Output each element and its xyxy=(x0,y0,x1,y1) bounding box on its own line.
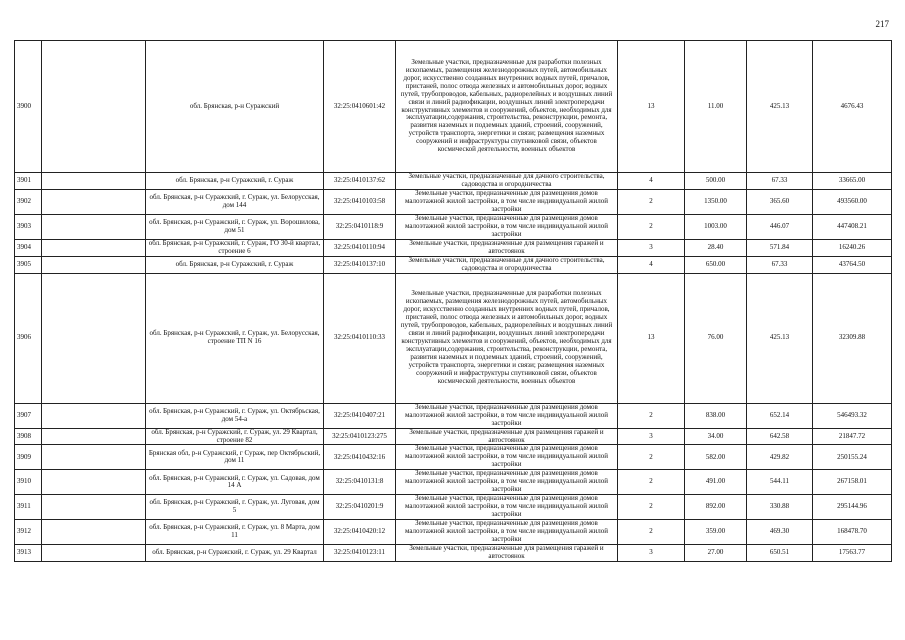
row-land-use: Земельные участки, предназначенные для размещения домов малоэтажной жилой застройки, в том числе индивидуальной жилой застройки xyxy=(396,189,618,214)
row-use-code: 2 xyxy=(618,189,685,214)
row-cadastral-value: 493560.00 xyxy=(813,189,892,214)
row-empty-cell xyxy=(42,214,146,239)
row-address: обл. Брянская, р-н Суражский, г. Сураж xyxy=(146,173,324,190)
row-empty-cell xyxy=(42,495,146,520)
row-area: 1350.00 xyxy=(685,189,747,214)
row-number: 3900 xyxy=(15,41,42,173)
row-land-use: Земельные участки, предназначенные для разработки полезных ископаемых, размещения железнодорожных путей, автомобильных дорог, искусственно созданных внутренних водных путей, причалов, пристаней, полос отвода железных и автомобильных дорог, водных путей, трубопроводов, кабельных, радиорелейных и воздушных линий связи и линий радиофикации, воздушных линий электропередачи конструктивных элементов и сооружений, объектов, необходимых для эксплуатации,содержания, строительства, реконструкции, ремонта, развития наземных и подземных зданий, строений, сооружений, устройств транспорта, энергетики и связи; размещения наземных сооружений и инфраструктуры спутниковой связи, объектов космической деятельности, военных объектов xyxy=(396,41,618,173)
row-empty-cell xyxy=(42,428,146,445)
row-land-use: Земельные участки, предназначенные для размещения домов малоэтажной жилой застройки, в том числе индивидуальной жилой застройки xyxy=(396,445,618,470)
row-empty-cell xyxy=(42,256,146,273)
row-cadastral-number: 32:25:0410118:9 xyxy=(324,214,396,239)
row-cadastral-value: 546493.32 xyxy=(813,403,892,428)
table-row xyxy=(15,256,892,273)
row-cadastral-number: 32:25:0410137:62 xyxy=(324,173,396,190)
row-address: обл. Брянская, р-н Суражский, г. Сураж, ул. Ворошилова, дом 51 xyxy=(146,214,324,239)
row-specific-value: 67.33 xyxy=(747,256,813,273)
row-address: обл. Брянская, р-н Суражский, г. Сураж, ул. Белорусская, дом 144 xyxy=(146,189,324,214)
row-address: Брянская обл, р-н Суражский, г Сураж, пер Октябрьский, дом 11 xyxy=(146,445,324,470)
table-row xyxy=(15,545,892,562)
row-area: 28.40 xyxy=(685,239,747,256)
row-specific-value: 425.13 xyxy=(747,273,813,403)
row-use-code: 4 xyxy=(618,256,685,273)
row-land-use: Земельные участки, предназначенные для дачного строительства, садоводства и огородничества xyxy=(396,256,618,273)
row-use-code: 3 xyxy=(618,545,685,562)
row-use-code: 3 xyxy=(618,428,685,445)
row-empty-cell xyxy=(42,520,146,545)
row-empty-cell xyxy=(42,403,146,428)
table-row xyxy=(15,239,892,256)
row-number: 3912 xyxy=(15,520,42,545)
row-cadastral-value: 43764.50 xyxy=(813,256,892,273)
row-cadastral-number: 32:25:0410103:58 xyxy=(324,189,396,214)
row-address: обл. Брянская, р-н Суражский xyxy=(146,41,324,173)
row-empty-cell xyxy=(42,239,146,256)
row-specific-value: 544.11 xyxy=(747,470,813,495)
row-cadastral-number: 32:25:0410137:10 xyxy=(324,256,396,273)
row-address: обл. Брянская, р-н Суражский, г. Сураж, ул. Садовая, дом 14 А xyxy=(146,470,324,495)
row-specific-value: 429.82 xyxy=(747,445,813,470)
row-specific-value: 642.58 xyxy=(747,428,813,445)
row-empty-cell xyxy=(42,173,146,190)
row-land-use: Земельные участки, предназначенные для размещения гаражей и автостоянок xyxy=(396,545,618,562)
row-address: обл. Брянская, р-н Суражский, г. Сураж, ул. Октябрьская, дом 54-а xyxy=(146,403,324,428)
row-area: 650.00 xyxy=(685,256,747,273)
row-cadastral-number: 32:25:0410601:42 xyxy=(324,41,396,173)
row-use-code: 3 xyxy=(618,239,685,256)
row-land-use: Земельные участки, предназначенные для размещения гаражей и автостоянок xyxy=(396,428,618,445)
row-area: 491.00 xyxy=(685,470,747,495)
row-empty-cell xyxy=(42,470,146,495)
row-cadastral-number: 32:25:0410123:275 xyxy=(324,428,396,445)
row-empty-cell xyxy=(42,189,146,214)
row-cadastral-value: 21847.72 xyxy=(813,428,892,445)
row-number: 3904 xyxy=(15,239,42,256)
row-land-use: Земельные участки, предназначенные для размещения домов малоэтажной жилой застройки, в том числе индивидуальной жилой застройки xyxy=(396,214,618,239)
row-land-use: Земельные участки, предназначенные для разработки полезных ископаемых, размещения железнодорожных путей, автомобильных дорог, искусственно созданных внутренних водных путей, причалов, пристаней, полос отвода железных и автомобильных дорог, водных путей, трубопроводов, кабельных, радиорелейных и воздушных линий связи и линий радиофикации, воздушных линий электропередачи конструктивных элементов и сооружений, объектов, необходимых для эксплуатации,содержания, строительства, реконструкции, ремонта, развития наземных и подземных зданий, строений, сооружений, устройств транспорта, энергетики и связи; размещения наземных сооружений и инфраструктуры спутниковой связи, объектов космической деятельности, военных объектов xyxy=(396,273,618,403)
row-use-code: 2 xyxy=(618,520,685,545)
row-number: 3906 xyxy=(15,273,42,403)
row-land-use: Земельные участки, предназначенные для размещения домов малоэтажной жилой застройки, в том числе индивидуальной жилой застройки xyxy=(396,470,618,495)
row-specific-value: 650.51 xyxy=(747,545,813,562)
row-cadastral-value: 168478.70 xyxy=(813,520,892,545)
row-address: обл. Брянская, р-н Суражский, г. Сураж, ул. 8 Марта, дом 11 xyxy=(146,520,324,545)
table-row xyxy=(15,520,892,545)
row-area: 27.00 xyxy=(685,545,747,562)
row-cadastral-value: 33665.00 xyxy=(813,173,892,190)
row-cadastral-number: 32:25:0410407:21 xyxy=(324,403,396,428)
row-cadastral-number: 32:25:0410110:94 xyxy=(324,239,396,256)
row-number: 3903 xyxy=(15,214,42,239)
row-area: 838.00 xyxy=(685,403,747,428)
row-area: 892.00 xyxy=(685,495,747,520)
row-land-use: Земельные участки, предназначенные для размещения гаражей и автостоянок xyxy=(396,239,618,256)
table-row xyxy=(15,445,892,470)
row-cadastral-value: 17563.77 xyxy=(813,545,892,562)
row-area: 359.00 xyxy=(685,520,747,545)
row-specific-value: 446.07 xyxy=(747,214,813,239)
row-number: 3913 xyxy=(15,545,42,562)
row-specific-value: 365.60 xyxy=(747,189,813,214)
row-cadastral-value: 16240.26 xyxy=(813,239,892,256)
row-use-code: 2 xyxy=(618,495,685,520)
row-area: 582.00 xyxy=(685,445,747,470)
row-specific-value: 67.33 xyxy=(747,173,813,190)
table-row xyxy=(15,41,892,173)
row-address: обл. Брянская, р-н Суражский, г. Сураж, ГО 30-й квартал, строение 6 xyxy=(146,239,324,256)
row-land-use: Земельные участки, предназначенные для дачного строительства, садоводства и огородничества xyxy=(396,173,618,190)
row-cadastral-value: 267158.01 xyxy=(813,470,892,495)
row-cadastral-value: 250155.24 xyxy=(813,445,892,470)
row-specific-value: 330.88 xyxy=(747,495,813,520)
row-use-code: 13 xyxy=(618,41,685,173)
land-registry-table xyxy=(14,40,892,562)
row-specific-value: 469.30 xyxy=(747,520,813,545)
table-row xyxy=(15,495,892,520)
row-empty-cell xyxy=(42,545,146,562)
row-cadastral-number: 32:25:0410110:33 xyxy=(324,273,396,403)
row-specific-value: 571.84 xyxy=(747,239,813,256)
row-cadastral-value: 447408.21 xyxy=(813,214,892,239)
row-land-use: Земельные участки, предназначенные для размещения домов малоэтажной жилой застройки, в том числе индивидуальной жилой застройки xyxy=(396,495,618,520)
row-cadastral-value: 32309.88 xyxy=(813,273,892,403)
row-cadastral-value: 4676.43 xyxy=(813,41,892,173)
row-use-code: 13 xyxy=(618,273,685,403)
row-specific-value: 425.13 xyxy=(747,41,813,173)
row-number: 3910 xyxy=(15,470,42,495)
row-number: 3908 xyxy=(15,428,42,445)
row-number: 3905 xyxy=(15,256,42,273)
row-use-code: 2 xyxy=(618,403,685,428)
row-cadastral-number: 32:25:0410432:16 xyxy=(324,445,396,470)
row-cadastral-number: 32:25:0410201:9 xyxy=(324,495,396,520)
row-use-code: 2 xyxy=(618,214,685,239)
row-use-code: 2 xyxy=(618,470,685,495)
row-area: 500.00 xyxy=(685,173,747,190)
row-cadastral-number: 32:25:0410420:12 xyxy=(324,520,396,545)
table-row xyxy=(15,189,892,214)
table-body xyxy=(15,41,892,562)
row-address: обл. Брянская, р-н Суражский, г. Сураж, ул. 29 Квартал, строение 82 xyxy=(146,428,324,445)
row-number: 3911 xyxy=(15,495,42,520)
row-land-use: Земельные участки, предназначенные для размещения домов малоэтажной жилой застройки, в том числе индивидуальной жилой застройки xyxy=(396,520,618,545)
row-area: 1003.00 xyxy=(685,214,747,239)
row-address: обл. Брянская, р-н Суражский, г. Сураж xyxy=(146,256,324,273)
table-row xyxy=(15,470,892,495)
row-area: 11.00 xyxy=(685,41,747,173)
table-row xyxy=(15,273,892,403)
page-number: 217 xyxy=(875,19,889,29)
row-land-use: Земельные участки, предназначенные для размещения домов малоэтажной жилой застройки, в том числе индивидуальной жилой застройки xyxy=(396,403,618,428)
row-number: 3901 xyxy=(15,173,42,190)
table-row xyxy=(15,173,892,190)
row-address: обл. Брянская, р-н Суражский, г. Сураж, ул. 29 Квартал xyxy=(146,545,324,562)
table-row xyxy=(15,214,892,239)
row-number: 3909 xyxy=(15,445,42,470)
row-empty-cell xyxy=(42,273,146,403)
row-specific-value: 652.14 xyxy=(747,403,813,428)
row-area: 76.00 xyxy=(685,273,747,403)
row-empty-cell xyxy=(42,445,146,470)
row-use-code: 4 xyxy=(618,173,685,190)
row-empty-cell xyxy=(42,41,146,173)
table-row xyxy=(15,428,892,445)
row-address: обл. Брянская, р-н Суражский, г. Сураж, ул. Луговая, дом 5 xyxy=(146,495,324,520)
row-address: обл. Брянская, р-н Суражский, г. Сураж, ул. Белорусская, строение ТП N 16 xyxy=(146,273,324,403)
row-cadastral-number: 32:25:0410131:8 xyxy=(324,470,396,495)
row-cadastral-value: 295144.96 xyxy=(813,495,892,520)
row-number: 3907 xyxy=(15,403,42,428)
table-row xyxy=(15,403,892,428)
row-use-code: 2 xyxy=(618,445,685,470)
row-cadastral-number: 32:25:0410123:11 xyxy=(324,545,396,562)
row-number: 3902 xyxy=(15,189,42,214)
row-area: 34.00 xyxy=(685,428,747,445)
